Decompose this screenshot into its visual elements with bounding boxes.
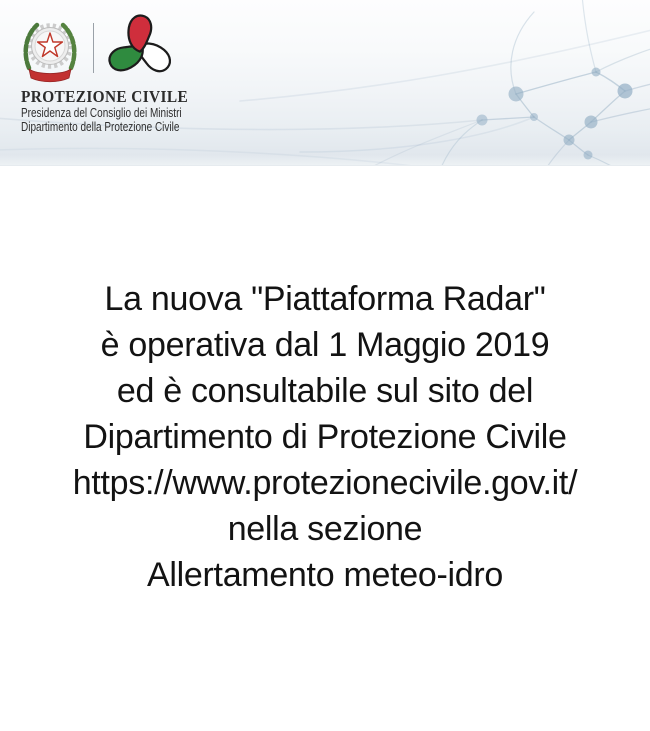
site-header — [0, 0, 650, 166]
announcement-line-1: La nuova "Piattaforma Radar" — [104, 280, 546, 318]
announcement-line-2: è operativa dal 1 Maggio 2019 — [100, 326, 550, 364]
org-subtitle-presidenza: Presidenza del Consiglio dei Ministri — [21, 106, 182, 120]
logo-divider — [93, 23, 94, 73]
italian-republic-emblem-icon — [21, 14, 79, 86]
org-wordmark: PROTEZIONE CIVILE — [21, 87, 189, 106]
protezione-civile-logo-icon — [99, 8, 181, 86]
site-url[interactable]: https://www.protezionecivile.gov.it/ — [72, 464, 578, 502]
org-subtitles — [21, 107, 182, 134]
org-subtitle-dipartimento: Dipartimento della Protezione Civile — [21, 119, 180, 134]
announcement-message — [0, 166, 650, 598]
announcement-line-6: nella sezione — [227, 510, 423, 548]
announcement-line-3: ed è consultabile sul sito del — [116, 372, 534, 410]
network-graph-decoration-icon — [0, 0, 650, 165]
announcement-line-4: Dipartimento di Protezione Civile — [83, 418, 567, 456]
announcement-line-7: Allertamento meteo-idro — [147, 556, 503, 594]
